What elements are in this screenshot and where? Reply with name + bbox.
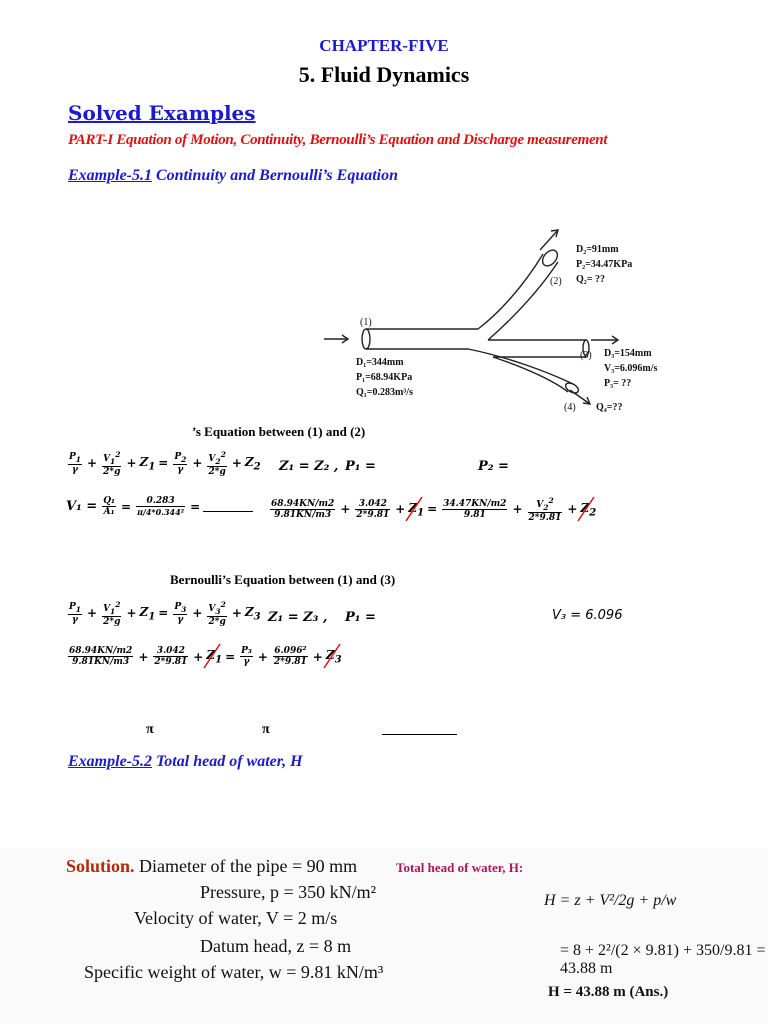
v1-term-2: $\frac{V_1^2}{2*g}$ (103, 600, 121, 627)
solution-line-specific-weight: Specific weight of water, w = 9.81 kN/m³ (84, 962, 384, 982)
z1-cancelled-2: $Z_1$ (206, 648, 222, 665)
solution-line-velocity: Velocity of water, V = 2 m/s (134, 908, 338, 928)
v1-calculation: V₁ = $\frac{\text{Q₁}}{\text{A₁}}$ = $\frac{0.283}{\text{π/4*0.344²}}$ = (66, 496, 253, 517)
p2-gamma-numeric: $\frac{34.47KN/m2}{9.81}$ (443, 498, 507, 520)
bernoulli-13-substituted: $\frac{68.94KN/m2}{9.81KN/m3}$ + $\frac{3.042}{2*9.81}$ + $Z_1$ = $\frac{\text{P₃}}{\gamma}$ + $\frac{\text{6.096²}}{2*9.81}$ + $Z_3$ (66, 646, 342, 667)
bernoulli-12-substituted: $\frac{68.94KN/m2}{9.81KN/m3}$ + $\frac{3.042}{2*9.81}$ + $Z_1$ = $\frac{34.47KN/m2}{9.81}$ + $\frac{V_2^2}{2*9.81}$ + $Z_2$ (271, 496, 597, 523)
z1-z3-equality: Z₁ = Z₃ , (268, 610, 328, 625)
total-head-calculation: = 8 + 2²/(2 × 9.81) + 350/9.81 = 43.88 m (560, 942, 766, 977)
bernoulli-13-heading: Bernoulli’s Equation between (1) and (3) (170, 572, 396, 587)
v1-head-numeric-2: $\frac{3.042}{2*9.81}$ (154, 646, 188, 667)
node-2-label: (2) (550, 276, 562, 287)
v3-value: V₃ = 6.096 (552, 608, 623, 623)
example-5-1-label: Example-5.1 (68, 167, 152, 184)
solution-line-datum: Datum head, z = 8 m (200, 936, 352, 956)
pipe-junction-diagram (318, 222, 678, 420)
example-5-2-label: Example-5.2 (68, 753, 152, 770)
solution-label: Solution. (66, 856, 135, 876)
node-4-label: (4) (564, 402, 576, 413)
z2-cancelled: $Z_2$ (580, 501, 596, 518)
p1-gamma-numeric-2: $\frac{68.94KN/m2}{9.81KN/m3}$ (69, 646, 133, 667)
v2-term: $\frac{V_2^2}{2*g}$ (208, 450, 226, 477)
pi-symbol-2: π (262, 722, 270, 737)
p2-value: P₂ = (478, 459, 509, 474)
total-head-formula: H = z + V²/2g + p/w (544, 892, 677, 909)
q4-label: Q₄=?? (596, 402, 623, 413)
q1-over-a1: $\frac{\text{Q₁}}{\text{A₁}}$ (103, 496, 115, 517)
d1-label: D₁=344mm (356, 357, 404, 368)
pi-symbol-1: π (146, 722, 154, 737)
z3-cancelled: $Z_3$ (326, 648, 342, 665)
q2-label: Q₂= ?? (576, 274, 605, 285)
d2-label: D₂=91mm (576, 244, 619, 255)
p3-label: P₃= ?? (604, 378, 632, 389)
total-head-answer: H = 43.88 m (Ans.) (548, 984, 669, 1000)
example-5-1-heading (68, 167, 398, 185)
node-1-label: (1) (360, 317, 372, 328)
v1-numeric: $\frac{0.283}{\text{π/4*0.344²}}$ (137, 496, 185, 517)
bernoulli-general-equation: $\frac{P_1}{\gamma}$ + $\frac{V_1^2}{2*g}$ + $Z_1$ = $\frac{P_2}{\gamma}$ + $\frac{V_2^2}{2*g}$ + $Z_2$ (69, 450, 261, 477)
v1-term: $\frac{V_1^2}{2*g}$ (103, 450, 121, 477)
v1-lhs: V₁ = (66, 499, 98, 514)
chapter-label: CHAPTER-FIVE (319, 36, 449, 55)
bernoulli-12-heading: ’s Equation between (1) and (2) (192, 424, 366, 439)
p3-gamma-numeric: $\frac{\text{P₃}}{\gamma}$ (241, 646, 252, 667)
solution-line-diameter: Solution. Diameter of the pipe = 90 mm (66, 856, 358, 876)
p1-value: P₁ = (345, 459, 376, 474)
p3-gamma-term: $\frac{P_3}{\gamma}$ (174, 602, 187, 625)
v3-term: $\frac{V_3^2}{2*g}$ (208, 600, 226, 627)
total-head-label: Total head of water, H: (396, 860, 524, 875)
p1-gamma-term: $\frac{P_1}{\gamma}$ (69, 452, 81, 475)
chapter-title: 5. Fluid Dynamics (298, 62, 470, 87)
solved-examples-heading: Solved Examples (68, 101, 256, 125)
q1-label: Q₁=0.283m³/s (356, 387, 413, 398)
p1-gamma-numeric: $\frac{68.94KN/m2}{9.81KN/m3}$ (271, 498, 335, 520)
bernoulli-13-equation: $\frac{P_1}{\gamma}$ + $\frac{V_1^2}{2*g}$ + $Z_1$ = $\frac{P_3}{\gamma}$ + $\frac{V_3^2}{2*g}$ + $Z_3$ (69, 600, 261, 627)
p1-label: P₁=68.94KPa (356, 372, 413, 383)
z1-z2-equality: Z₁ = Z₂ , (279, 459, 339, 474)
node-3-label: (3) (580, 350, 592, 361)
p2-gamma-term: $\frac{P_2}{\gamma}$ (174, 452, 187, 475)
z1-cancelled: $Z_1$ (408, 501, 424, 518)
example-5-2-heading (68, 753, 303, 771)
solution-line-pressure: Pressure, p = 350 kN/m² (200, 882, 377, 902)
v3-head-numeric: $\frac{\text{6.096²}}{2*9.81}$ (273, 646, 307, 667)
p1-gamma-term-2: $\frac{P_1}{\gamma}$ (69, 602, 81, 625)
example-5-2-title: Total head of water, H (152, 753, 303, 770)
discharge-answer-blank (382, 734, 457, 735)
v1-head-numeric: $\frac{3.042}{2*9.81}$ (356, 498, 390, 520)
p2-label: P₂=34.47KPa (576, 259, 633, 270)
v1-answer-blank (203, 501, 253, 512)
p1-value-2: P₁ = (345, 610, 376, 625)
solution-panel (0, 848, 768, 1024)
example-5-1-title: Continuity and Bernoulli’s Equation (152, 167, 399, 184)
d3-label: D₃=154mm (604, 348, 652, 359)
v2-head-numeric: $\frac{V_2^2}{2*9.81}$ (528, 496, 562, 523)
part-heading: PART-I Equation of Motion, Continuity, Bernoulli’s Equation and Discharge measurement (68, 132, 608, 148)
v3-label: V₃=6.096m/s (604, 363, 658, 374)
